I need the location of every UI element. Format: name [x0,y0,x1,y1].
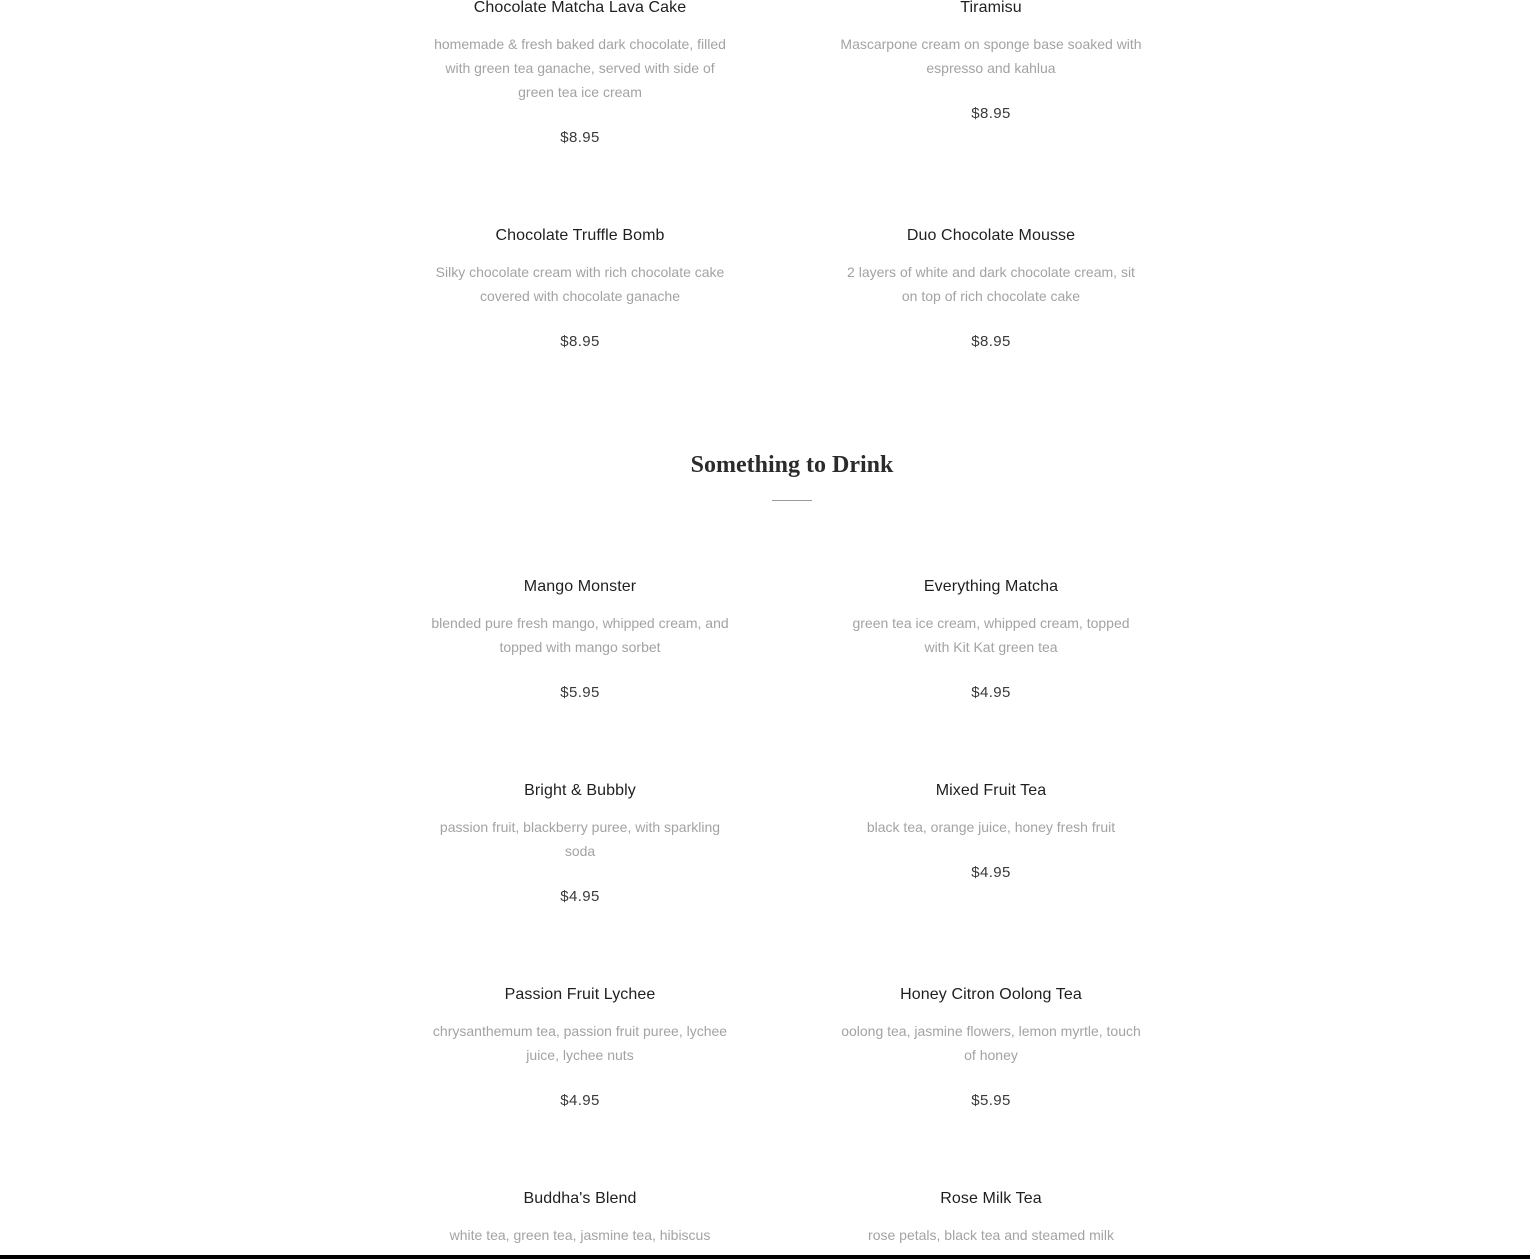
menu-item-price: $8.95 [560,129,600,146]
menu-item-name: Duo Chocolate Mousse [906,227,1076,244]
menu-item-price: $4.95 [971,684,1011,701]
menu-item-honey-citron-oolong-tea [831,985,1151,1111]
menu-item-name: Mango Monster [523,578,637,595]
menu-item-description: Mascarpone cream on sponge base soaked with espresso and kahlua [840,36,1142,76]
menu-item-price: $5.95 [971,1092,1011,1109]
menu-item-description: Silky chocolate cream with rich chocolate cake covered with chocolate ganache [435,264,725,304]
menu-item-mixed-fruit-tea [831,781,1151,883]
menu-item-name: Chocolate Truffle Bomb [495,227,665,244]
menu-item-description: passion fruit, blackberry puree, with sparkling soda [439,819,721,859]
menu-item-buddhas-blend [420,1189,740,1247]
menu-item-description: green tea ice cream, whipped cream, topped with Kit Kat green tea [852,615,1130,655]
menu-item-description: chrysanthemum tea, passion fruit puree, lychee juice, lychee nuts [432,1023,728,1063]
menu-item-everything-matcha [831,577,1151,703]
menu-item-price: $5.95 [560,684,600,701]
menu-item-name: Bright & Bubbly [524,782,636,799]
menu-item-price: $8.95 [560,333,600,350]
menu-item-rose-milk-tea [831,1189,1151,1247]
menu-item-description: homemade & fresh baked dark chocolate, filled with green tea ganache, served with side of green tea ice cream [434,36,726,100]
menu-item-duo-chocolate-mousse [831,226,1151,352]
section-divider [772,500,812,501]
menu-item-description: rose petals, black tea and steamed milk [868,1227,1114,1243]
menu-item-tiramisu [831,0,1151,124]
menu-item-name: Mixed Fruit Tea [935,782,1047,799]
menu-item-name: Chocolate Matcha Lava Cake [473,0,687,16]
menu-item-price: $8.95 [971,105,1011,122]
section-title-drinks: Something to Drink [690,452,894,478]
menu-item-price: $8.95 [971,333,1011,350]
menu-item-price: $4.95 [971,864,1011,881]
menu-item-price: $4.95 [560,1092,600,1109]
menu-item-description: white tea, green tea, jasmine tea, hibiscus [449,1227,711,1243]
menu-item-mango-monster [420,577,740,703]
menu-item-name: Buddha's Blend [523,1190,637,1207]
menu-item-passion-fruit-lychee [420,985,740,1111]
menu-item-description: blended pure fresh mango, whipped cream, and topped with mango sorbet [431,615,729,655]
menu-item-name: Passion Fruit Lychee [504,986,656,1003]
bottom-edge-bar [0,1255,1530,1259]
menu-item-description: black tea, orange juice, honey fresh fruit [866,819,1116,835]
menu-item-chocolate-truffle-bomb [420,226,740,352]
menu-item-name: Rose Milk Tea [940,1190,1042,1207]
menu-item-description: oolong tea, jasmine flowers, lemon myrtle, touch of honey [841,1023,1141,1063]
menu-item-name: Everything Matcha [923,578,1059,595]
menu-item-chocolate-matcha-lava-cake [420,0,740,148]
menu-item-name: Tiramisu [960,0,1022,16]
menu-item-name: Honey Citron Oolong Tea [900,986,1082,1003]
menu-item-description: 2 layers of white and dark chocolate cream, sit on top of rich chocolate cake [847,264,1135,304]
menu-item-price: $4.95 [560,888,600,905]
menu-item-bright-and-bubbly [420,781,740,907]
